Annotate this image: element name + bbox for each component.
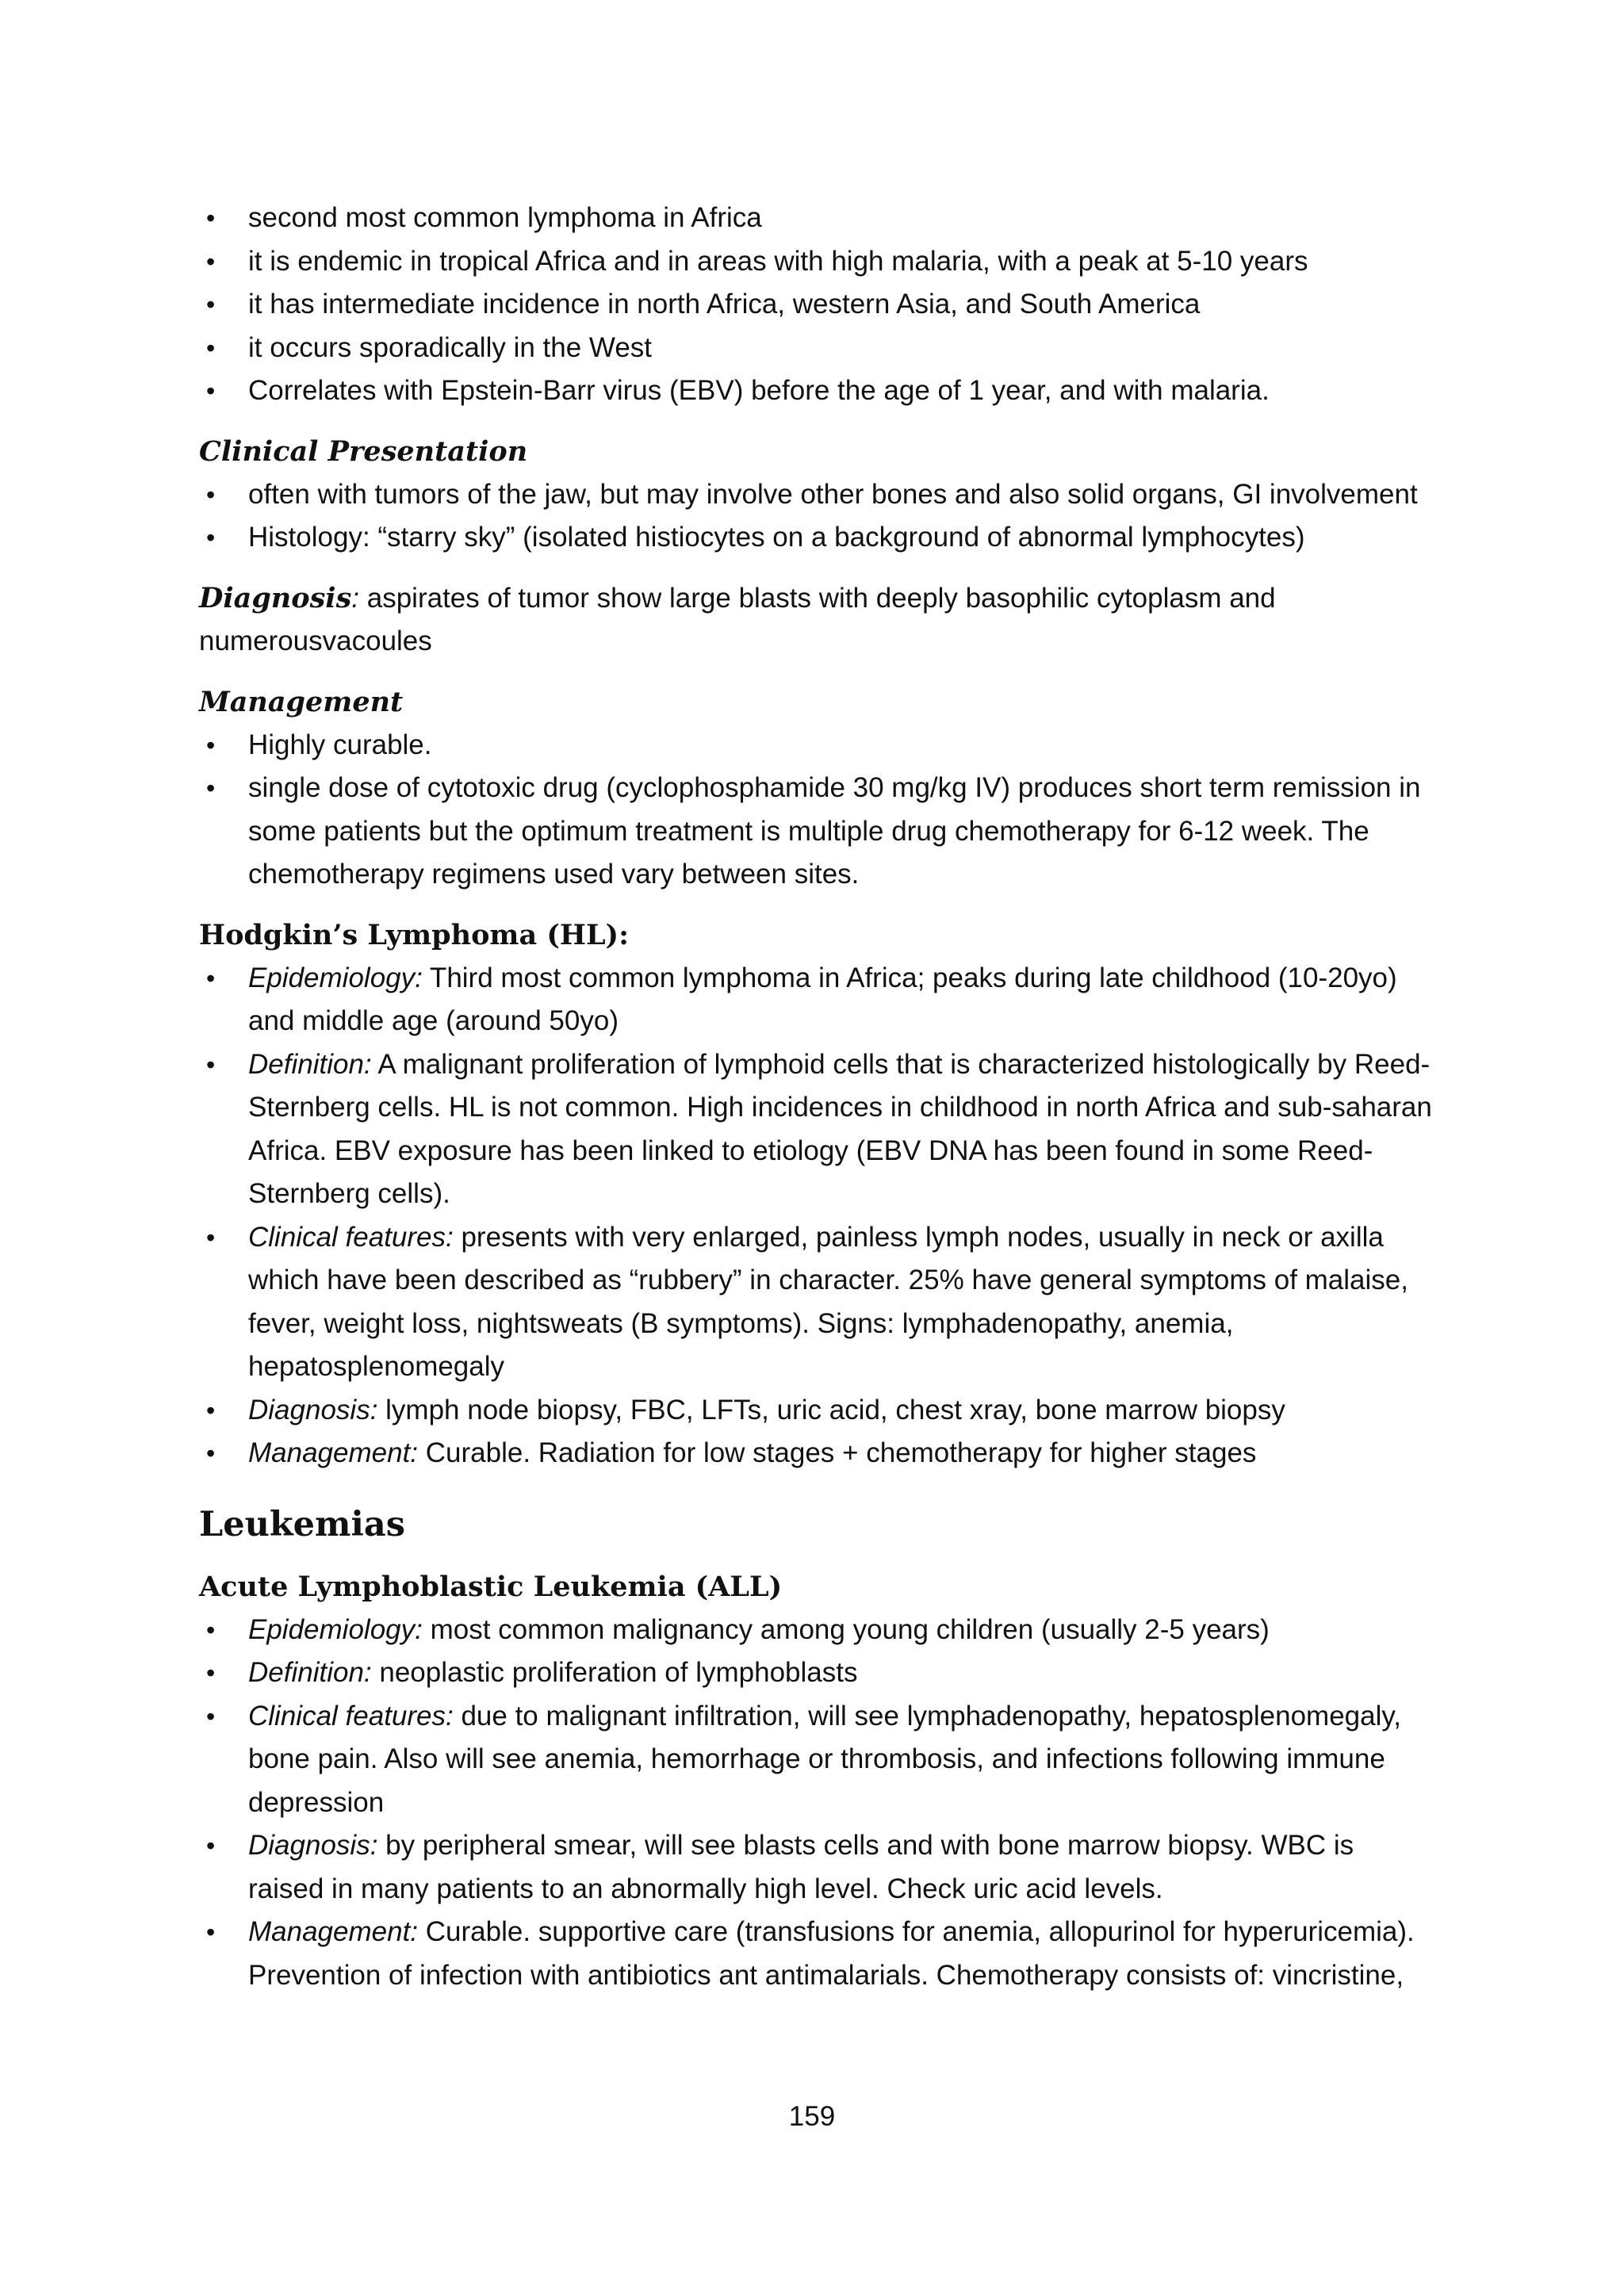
list-item: • Clinical features: due to malignant infiltration, will see lymphadenopathy, hepatosplenomegaly, bone pain. Also will see anemia, hemorrhage or thrombosis, and infections following immune depression bbox=[199, 1695, 1436, 1825]
bullet-icon: • bbox=[206, 290, 216, 319]
all-heading: Acute Lymphoblastic Leukemia (ALL) bbox=[199, 1570, 783, 1603]
list-item: • Clinical features: presents with very enlarged, painless lymph nodes, usually in neck or axilla which have been described as “rubbery” in character. 25% have general symptoms of malaise, fever, weight loss, nightsweats (B symptoms). Signs: lymphadenopathy, anemia, hepatosplenomegaly bbox=[199, 1216, 1436, 1389]
list-item: • Histology: “starry sky” (isolated histiocytes on a background of abnormal lymphocytes) bbox=[199, 516, 1436, 560]
bullet-icon: • bbox=[206, 774, 216, 802]
list-item: • Diagnosis: lymph node biopsy, FBC, LFTs, uric acid, chest xray, bone marrow biopsy bbox=[199, 1389, 1436, 1433]
management-list bbox=[199, 724, 1436, 897]
list-item: • it occurs sporadically in the West bbox=[199, 327, 1436, 370]
list-item: • Diagnosis: by peripheral smear, will see blasts cells and with bone marrow biopsy. WBC is raised in many patients to an abnormally high level. Check uric acid levels. bbox=[199, 1824, 1436, 1911]
list-item: • Epidemiology: most common malignancy among young children (usually 2-5 years) bbox=[199, 1609, 1436, 1652]
diagnosis-label: Diagnosis bbox=[199, 581, 352, 614]
list-item: • single dose of cytotoxic drug (cyclophosphamide 30 mg/kg IV) produces short term remission in some patients but the optimum treatment is multiple drug chemotherapy for 6-12 week. The chemotherapy regimens used vary between sites. bbox=[199, 767, 1436, 897]
list-item: • it has intermediate incidence in north Africa, western Asia, and South America bbox=[199, 283, 1436, 327]
list-item: • it is endemic in tropical Africa and in areas with high malaria, with a peak at 5-10 years bbox=[199, 240, 1436, 284]
bullet-icon: • bbox=[206, 377, 216, 405]
hodgkin-heading: Hodgkin’s Lymphoma (HL): bbox=[199, 918, 630, 951]
list-item: • Definition: neoplastic proliferation of lymphoblasts bbox=[199, 1651, 1436, 1695]
bullet-icon: • bbox=[206, 1395, 216, 1425]
management-heading: Management bbox=[199, 685, 404, 718]
bullet-icon: • bbox=[206, 1701, 216, 1731]
list-item: • Highly curable. bbox=[199, 724, 1436, 767]
list-item: • Definition: A malignant proliferation of lymphoid cells that is characterized histologically by Reed-Sternberg cells. HL is not common. High incidences in childhood in north Africa and sub-saharan Africa. EBV exposure has been linked to etiology (EBV DNA has been found in some Reed-Sternberg cells). bbox=[199, 1043, 1436, 1216]
list-item: • Correlates with Epstein-Barr virus (EBV) before the age of 1 year, and with malaria. bbox=[199, 369, 1436, 413]
bullet-icon: • bbox=[206, 204, 216, 232]
leukemias-heading: Leukemias bbox=[199, 1504, 405, 1544]
bullet-icon: • bbox=[206, 1831, 216, 1860]
list-item: • Epidemiology: Third most common lymphoma in Africa; peaks during late childhood (10-20yo) and middle age (around 50yo) bbox=[199, 957, 1436, 1043]
bullet-icon: • bbox=[206, 1439, 216, 1468]
bullet-icon: • bbox=[206, 963, 216, 993]
bullet-icon: • bbox=[206, 1223, 216, 1252]
hodgkin-list bbox=[199, 957, 1436, 1475]
bullet-icon: • bbox=[206, 247, 216, 276]
bullet-icon: • bbox=[206, 1918, 216, 1946]
list-item: • often with tumors of the jaw, but may involve other bones and also solid organs, GI involvement bbox=[199, 473, 1436, 517]
page-number: 159 bbox=[788, 2101, 836, 2132]
list-item: • second most common lymphoma in Africa bbox=[199, 197, 1436, 240]
all-list bbox=[199, 1609, 1436, 1998]
bullet-icon: • bbox=[206, 730, 216, 760]
bullet-icon: • bbox=[206, 333, 216, 362]
bullet-icon: • bbox=[206, 1050, 216, 1079]
list-item: • Management: Curable. Radiation for low stages + chemotherapy for higher stages bbox=[199, 1432, 1436, 1475]
bullet-icon: • bbox=[206, 480, 216, 509]
bullet-icon: • bbox=[206, 523, 216, 552]
bullet-icon: • bbox=[206, 1615, 216, 1644]
bullet-icon: • bbox=[206, 1659, 216, 1687]
clinical-presentation-heading: Clinical Presentation bbox=[199, 434, 528, 468]
intro-list bbox=[199, 197, 1436, 413]
clinical-list bbox=[199, 473, 1436, 560]
list-item: • Management: Curable. supportive care (transfusions for anemia, allopurinol for hyperuricemia). Prevention of infection with antibiotics ant antimalarials. Chemotherapy consists of: vincristine, bbox=[199, 1911, 1436, 1997]
page-content bbox=[199, 197, 1436, 1997]
diagnosis-paragraph: Diagnosis: aspirates of tumor show large blasts with deeply basophilic cytoplasm and numerousvacoules bbox=[199, 581, 1276, 656]
